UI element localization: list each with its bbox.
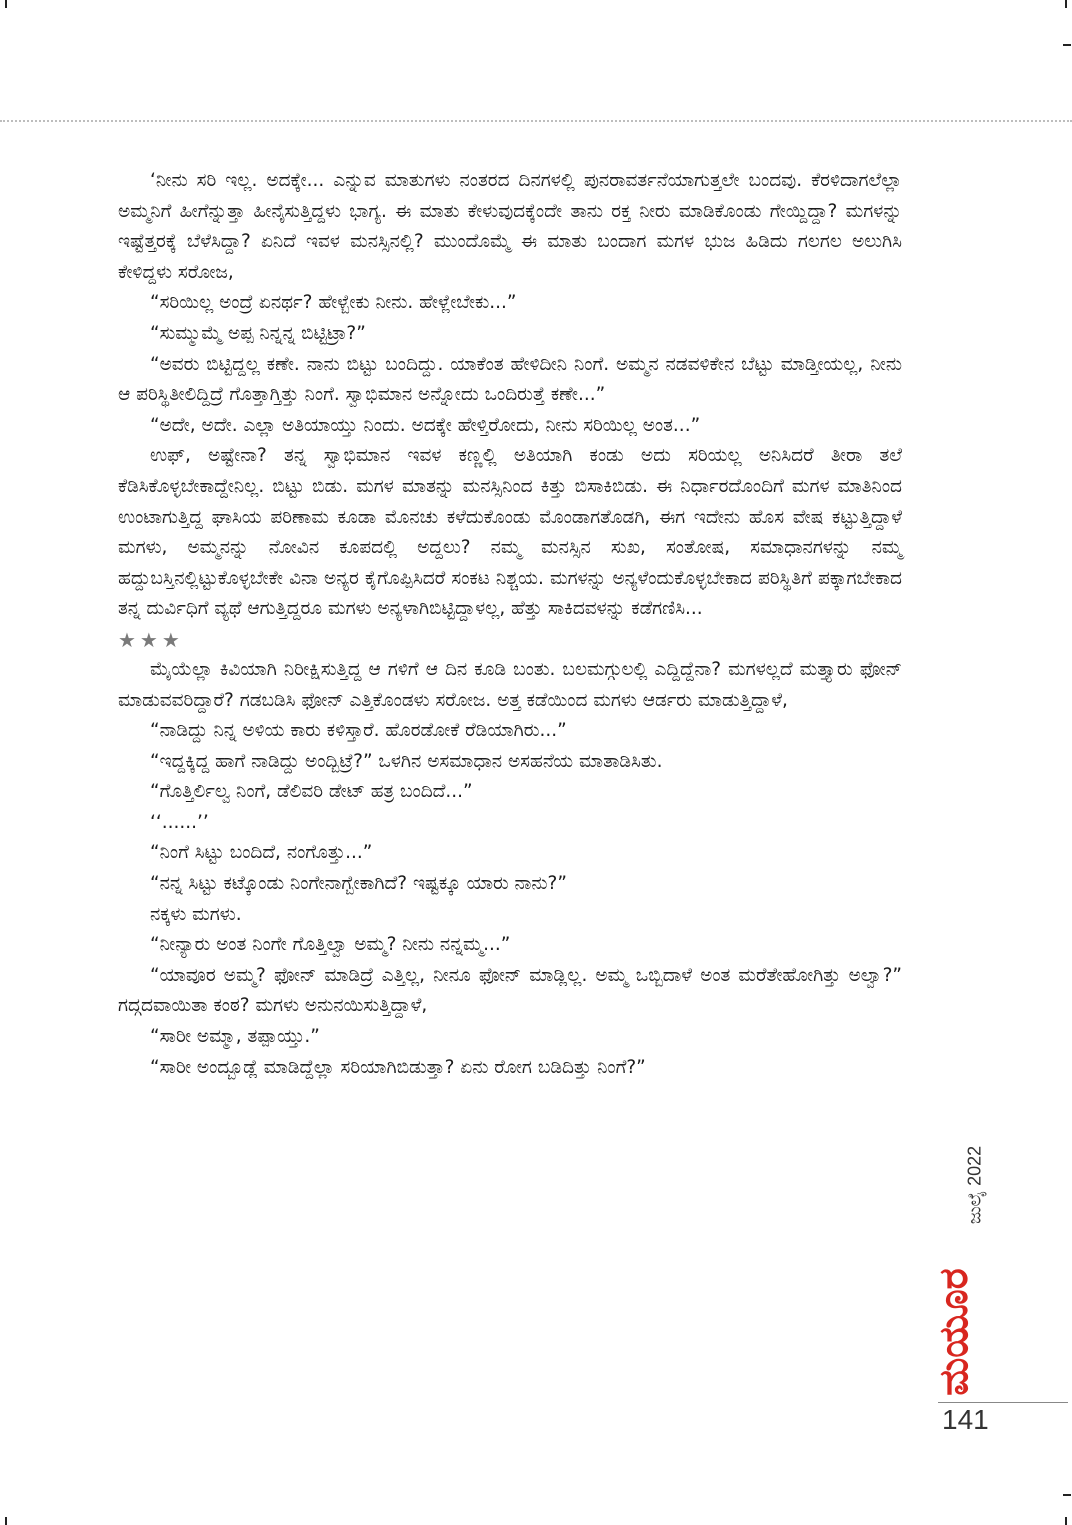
paragraph: “ಸುಮ್ಮುಮ್ಮೆ ಅಪ್ಪ ನಿನ್ನನ್ನ ಬಿಟ್ಟಿಟ್ರಾ?” — [150, 322, 366, 344]
paragraph: “ನಿಂಗೆ ಸಿಟ್ಟು ಬಂದಿದೆ, ನಂಗೊತ್ತು...” — [150, 842, 373, 864]
paragraph: “ಸಾರೀ ಅಮ್ಮಾ, ತಪ್ಪಾಯ್ತು.” — [150, 1026, 320, 1048]
paragraph: ‘‘......’’ — [150, 811, 209, 833]
crop-mark-bottom-left — [5, 1517, 7, 1525]
paragraph: “ಸರಿಯಿಲ್ಲ ಅಂದ್ರೆ ಏನರ್ಥ? ಹೇಳ್ಬೇಕು ನೀನು. ಹೇಳ್ಲೇಬೇಕು...” — [150, 292, 517, 314]
paragraph: ನಕ್ಕಳು ಮಗಳು. — [150, 903, 242, 925]
magazine-logo-text: ಮಯೂರ — [931, 1268, 977, 1396]
paragraph: “ನನ್ನ ಸಿಟ್ಟು ಕಟ್ಕೊಂಡು ನಿಂಗೇನಾಗ್ಬೇಕಾಗಿದೆ? ಇಷ್ಟಕ್ಕೂ ಯಾರು ನಾನು?” — [150, 873, 567, 895]
paragraph: “ಸಾರೀ ಅಂದ್ಬೂಡ್ಲೆ ಮಾಡಿದ್ದೆಲ್ಲಾ ಸರಿಯಾಗಿಬಿಡುತ್ತಾ? ಏನು ರೋಗ ಬಡಿದಿತ್ತು ನಿಂಗೆ?” — [150, 1056, 646, 1078]
paragraph: “ನಾಡಿದ್ದು ನಿನ್ನ ಅಳಿಯ ಕಾರು ಕಳಿಸ್ತಾರೆ. ಹೊರಡೋಕೆ ರೆಡಿಯಾಗಿರು...” — [150, 720, 567, 742]
page-number-rule — [938, 1402, 1068, 1403]
paragraph: ಉಫ್, ಅಷ್ಟೇನಾ? ತನ್ನ ಸ್ವಾಭಿಮಾನ ಇವಳ ಕಣ್ಣಲ್ಲಿ ಅತಿಯಾಗಿ ಕಂಡು ಅದು ಸರಿಯಲ್ಲ ಅನಿಸಿದರೆ ತೀರಾ ತಲೆ ಕೆಡಿಸಿಕೊಳ್ಳಬೇಕಾದ್ದೇನಿಲ್ಲ. ಬಿಟ್ಟು ಬಿಡು. ಮಗಳ ಮಾತನ್ನು ಮನಸ್ಸಿನಿಂದ ಕಿತ್ತು ಬಿಸಾಕಿಬಿಡು. ಈ ನಿರ್ಧಾರದೊಂದಿಗೆ ಮಗಳ ಮಾತಿನಿಂದ ಉಂಟಾಗುತ್ತಿದ್ದ ಘಾಸಿಯ ಪರಿಣಾಮ ಕೂಡಾ ಮೊನಚು ಕಳೆದುಕೊಂಡು ಮೊಂಡಾಗತೊಡಗಿ, ಈಗ ಇದೇನು ಹೊಸ ವೇಷ ಕಟ್ಟುತ್ತಿದ್ದಾಳೆ ಮಗಳು, ಅಮ್ಮನನ್ನು ನೋವಿನ ಕೂಪದಲ್ಲಿ ಅದ್ದಲು? ನಮ್ಮ ಮನಸ್ಸಿನ ಸುಖ, ಸಂತೋಷ, ಸಮಾಧಾನಗಳನ್ನು ನಮ್ಮ ಹದ್ದುಬಸ್ತಿನಲ್ಲಿಟ್ಟುಕೊಳ್ಳಬೇಕೇ ವಿನಾ ಅನ್ಯರ ಕೈಗೊಪ್ಪಿಸಿದರೆ ಸಂಕಟ ನಿಶ್ಚಯ. ಮಗಳನ್ನು ಅನ್ಯಳೆಂದುಕೊಳ್ಳಬೇಕಾದ ಪರಿಸ್ಥಿತಿಗೆ ಪಕ್ಕಾಗಬೇಕಾದ ತನ್ನ ದುರ್ವಿಧಿಗೆ ವ್ಯಥೆ ಆಗುತ್ತಿದ್ದರೂ ಮಗಳು ಅನ್ಯಳಾಗಿಬಿಟ್ಟಿದ್ದಾಳಲ್ಲ, ಹೆತ್ತು ಸಾಕಿದವಳನ್ನು ಕಡೆಗಣಿಸಿ... — [118, 445, 902, 620]
crop-mark-top-right — [1065, 0, 1067, 8]
paragraph: “ಅವರು ಬಿಟ್ಟಿದ್ದಲ್ಲ ಕಣೇ. ನಾನು ಬಿಟ್ಟು ಬಂದಿದ್ದು. ಯಾಕೆಂತ ಹೇಳಿದೀನಿ ನಿಂಗೆ. ಅಮ್ಮನ ನಡವಳಿಕೇನ ಬೆಟ್ಟು ಮಾಡ್ತೀಯಲ್ಲ, ನೀನು ಆ ಪರಿಸ್ಥಿತೀಲಿದ್ದಿದ್ರೆ ಗೊತ್ತಾಗ್ತಿತ್ತು ನಿಂಗೆ. ಸ್ವಾಭಿಮಾನ ಅನ್ನೋದು ಒಂದಿರುತ್ತೆ ಕಣೇ...” — [118, 353, 902, 406]
paragraph: ಮೈಯೆಲ್ಲಾ ಕಿವಿಯಾಗಿ ನಿರೀಕ್ಷಿಸುತ್ತಿದ್ದ ಆ ಗಳಿಗೆ ಆ ದಿನ ಕೂಡಿ ಬಂತು. ಬಲಮಗ್ಗುಲಲ್ಲಿ ಎದ್ದಿದ್ದೆನಾ? ಮಗಳಲ್ಲದೆ ಮತ್ತ್ಯಾರು ಫೋನ್ ಮಾಡುವವರಿದ್ದಾರೆ? ಗಡಬಡಿಸಿ ಫೋನ್ ಎತ್ತಿಕೊಂಡಳು ಸರೋಜ. ಅತ್ತ ಕಡೆಯಿಂದ ಮಗಳು ಆರ್ಡರು ಮಾಡುತ್ತಿದ್ದಾಳೆ, — [118, 658, 902, 711]
paragraph: “ಇದ್ದಕ್ಕಿದ್ದ ಹಾಗೆ ನಾಡಿದ್ದು ಅಂದ್ಬಿಟ್ರೆ?” ಒಳಗಿನ ಅಸಮಾಧಾನ ಅಸಹನೆಯ ಮಾತಾಡಿಸಿತು. — [150, 750, 663, 772]
header-dotted-rule — [0, 120, 1072, 122]
paragraph: ‘ನೀನು ಸರಿ ಇಲ್ಲ. ಅದಕ್ಕೇ... ಎನ್ನುವ ಮಾತುಗಳು ನಂತರದ ದಿನಗಳಲ್ಲಿ ಪುನರಾವರ್ತನೆಯಾಗುತ್ತಲೇ ಬಂದವು. ಕೆರಳಿದಾಗಲೆಲ್ಲಾ ಅಮ್ಮನಿಗೆ ಹೀಗೆನ್ನುತ್ತಾ ಹೀನೈಸುತ್ತಿದ್ದಳು ಭಾಗ್ಯ. ಈ ಮಾತು ಕೇಳುವುದಕ್ಕೆಂದೇ ತಾನು ರಕ್ತ ನೀರು ಮಾಡಿಕೊಂಡು ಗೇಯ್ದಿದ್ದಾ? ಮಗಳನ್ನು ಇಷ್ಟೆತ್ತರಕ್ಕೆ ಬೆಳೆಸಿದ್ದಾ? ಏನಿದೆ ಇವಳ ಮನಸ್ಸಿನಲ್ಲಿ? ಮುಂದೊಮ್ಮೆ ಈ ಮಾತು ಬಂದಾಗ ಮಗಳ ಭುಜ ಹಿಡಿದು ಗಲಗಲ ಅಲುಗಿಸಿ ಕೇಳಿದ್ದಳು ಸರೋಜ, — [118, 170, 902, 283]
crop-mark-top-left — [5, 0, 7, 8]
issue-date-text: ಜುಲೈ 2022 — [964, 1145, 985, 1225]
section-break-stars: ★★★ — [118, 627, 184, 652]
paragraph: “ನೀನ್ಯಾರು ಅಂತ ನಿಂಗೇ ಗೊತ್ತಿಲ್ವಾ ಅಮ್ಮ? ನೀನು ನನ್ನಮ್ಮ...” — [150, 934, 511, 956]
paragraph: “ಅದೇ, ಅದೇ. ಎಲ್ಲಾ ಅತಿಯಾಯ್ತು ನಿಂದು. ಅದಕ್ಕೇ ಹೇಳ್ತಿರೋದು, ನೀನು ಸರಿಯಿಲ್ಲ ಅಂತ...” — [150, 414, 701, 436]
page-number: 141 — [942, 1404, 989, 1435]
paragraph: “ಯಾವೂರ ಅಮ್ಮ? ಫೋನ್ ಮಾಡಿದ್ರೆ ಎತ್ತಿಲ್ಲ, ನೀನೂ ಫೋನ್ ಮಾಡ್ಲಿಲ್ಲ. ಅಮ್ಮ ಒಬ್ಬಿದಾಳೆ ಅಂತ ಮರೆತೇಹೋಗಿತ್ತು ಅಲ್ವಾ?” ಗದ್ಗದವಾಯಿತಾ ಕಂಠ? ಮಗಳು ಅನುನಯಿಸುತ್ತಿದ್ದಾಳೆ, — [118, 964, 902, 1017]
issue-date-vertical — [960, 1125, 990, 1245]
magazine-logo-vertical — [932, 1262, 976, 1402]
article-body — [118, 166, 902, 1083]
crop-mark-bottom-right — [1065, 1517, 1067, 1525]
crop-mark-right-upper — [1063, 44, 1071, 46]
paragraph: “ಗೊತ್ತಿರ್ಲಿಲ್ವ ನಿಂಗೆ, ಡೆಲಿವರಿ ಡೇಟ್ ಹತ್ರ ಬಂದಿದೆ...” — [150, 781, 473, 803]
crop-mark-right-lower — [1063, 1494, 1071, 1496]
